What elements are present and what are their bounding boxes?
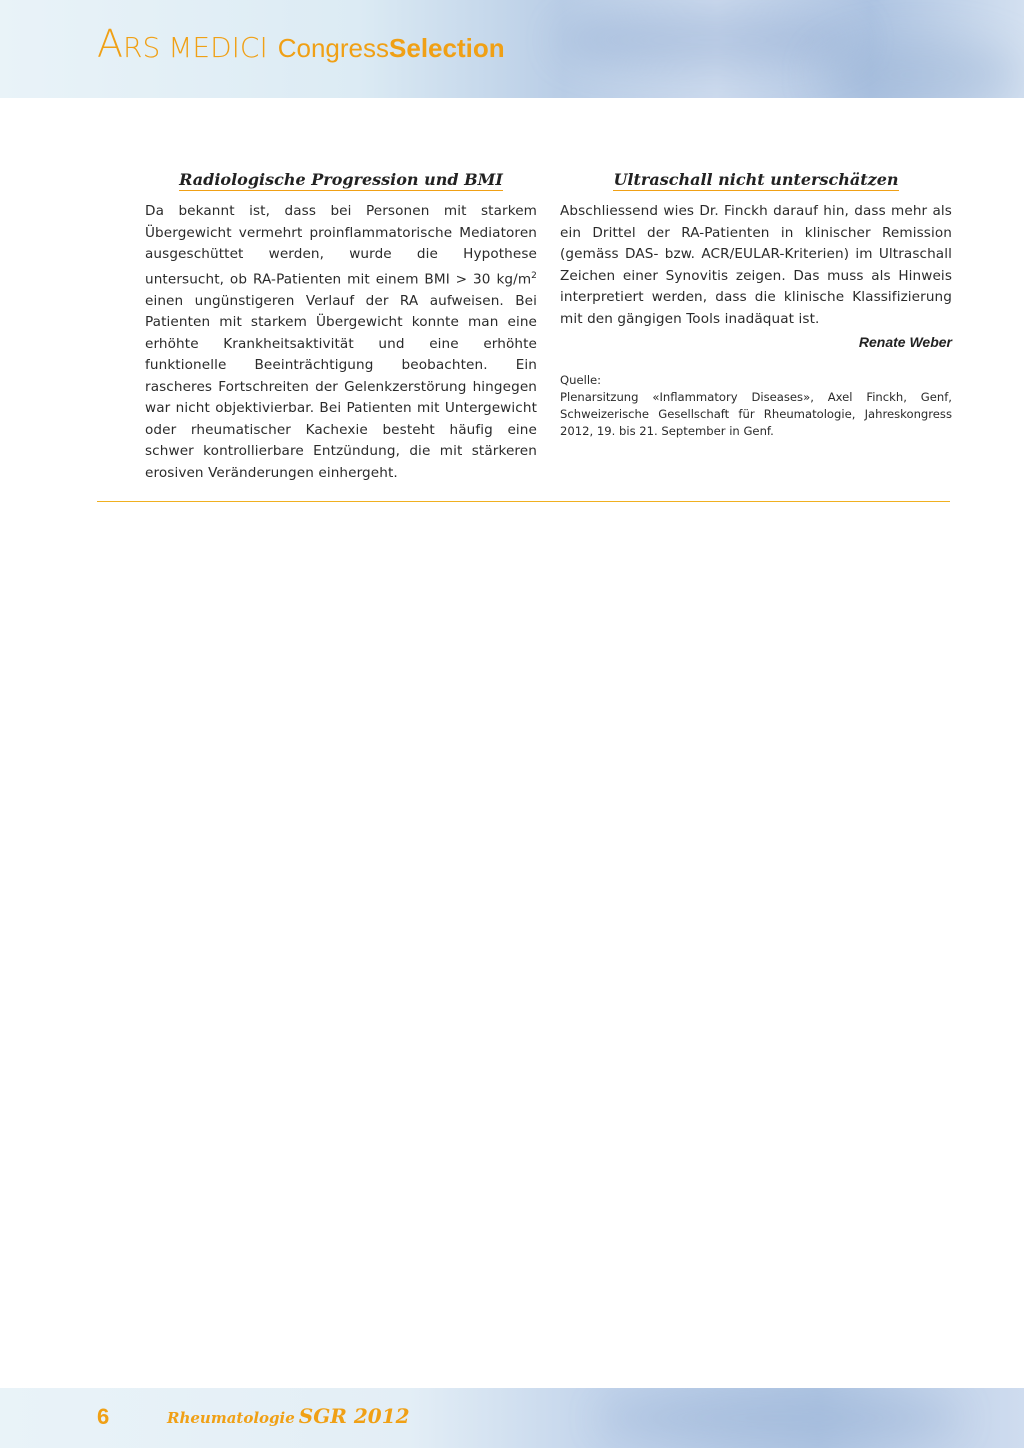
brand-logo (97, 22, 505, 66)
section-heading-ultraschall: Ultraschall nicht unterschätzen (613, 170, 899, 189)
right-column (560, 170, 952, 440)
author-name: Renate Weber (858, 334, 952, 350)
section-heading-radiologische: Radiologische Progression und BMI (179, 170, 503, 189)
source-label: Quelle: (560, 373, 602, 387)
brand-congress: Congress (277, 33, 390, 63)
header-decoration (560, 10, 860, 70)
footer-decoration (600, 1393, 960, 1443)
source-text: Plenarsitzung «Inflammatory Diseases», Axel Finckh, Genf, Schweizerische Gesellschaft für Rheumatologie, Jahreskongress 2012, 19. bis 21. September in Genf. (560, 390, 952, 438)
brand-medici-rest: EDICI (192, 31, 268, 64)
publication-part2: SGR 2012 (298, 1404, 410, 1428)
header-decoration (820, 40, 1020, 98)
brand-selection: Selection (389, 33, 505, 63)
right-body-text: Abschliessend wies Dr. Finckh darauf hin, dass mehr als ein Drittel der RA-Patienten in klinischer Remission (gemäss DAS- bzw. ACR/EULAR-Kriterien) im Ultraschall Zeichen einer Synovitis zeigen. Das muss als Hinweis interpretiert werden, dass die klinische Klassifizierung mit den gängigen Tools inadäquat ist. (560, 203, 952, 327)
page-header (0, 0, 1024, 98)
publication-part1: Rheumatologie (167, 1409, 295, 1427)
brand-medici-initial: M (168, 31, 193, 64)
section-divider (97, 501, 950, 502)
left-column (145, 170, 537, 484)
page-footer (0, 1388, 1024, 1448)
superscript-2: 2 (531, 270, 537, 281)
source-block (560, 372, 952, 440)
page-number: 6 (97, 1404, 110, 1429)
publication-title (167, 1404, 410, 1428)
brand-ars-initial: A (97, 22, 123, 66)
brand-ars-rest: RS (123, 31, 161, 64)
left-body-text: Da bekannt ist, dass bei Personen mit starkem Übergewicht vermehrt proinflammatorische Mediatoren ausgeschüttet werden, wurde die Hypothese untersucht, ob RA-Patienten mit einem BMI > 30 $kg/m^2$ einen ungünstigeren Verlauf der RA aufweisen. Bei Patienten mit starkem Übergewicht konnte man eine erhöhte Krankheitsaktivität und eine erhöhte funktionelle Beeinträchtigung beobachten. Ein rascheres Fortschreiten der Gelenkzerstörung hingegen war nicht objektivierbar. Bei Patienten mit Untergewicht oder rheumatischer Kachexie besteht häufig eine schwer kontrollierbare Entzündung, die mit stärkeren erosiven Veränderungen einhergeht. (145, 203, 537, 481)
